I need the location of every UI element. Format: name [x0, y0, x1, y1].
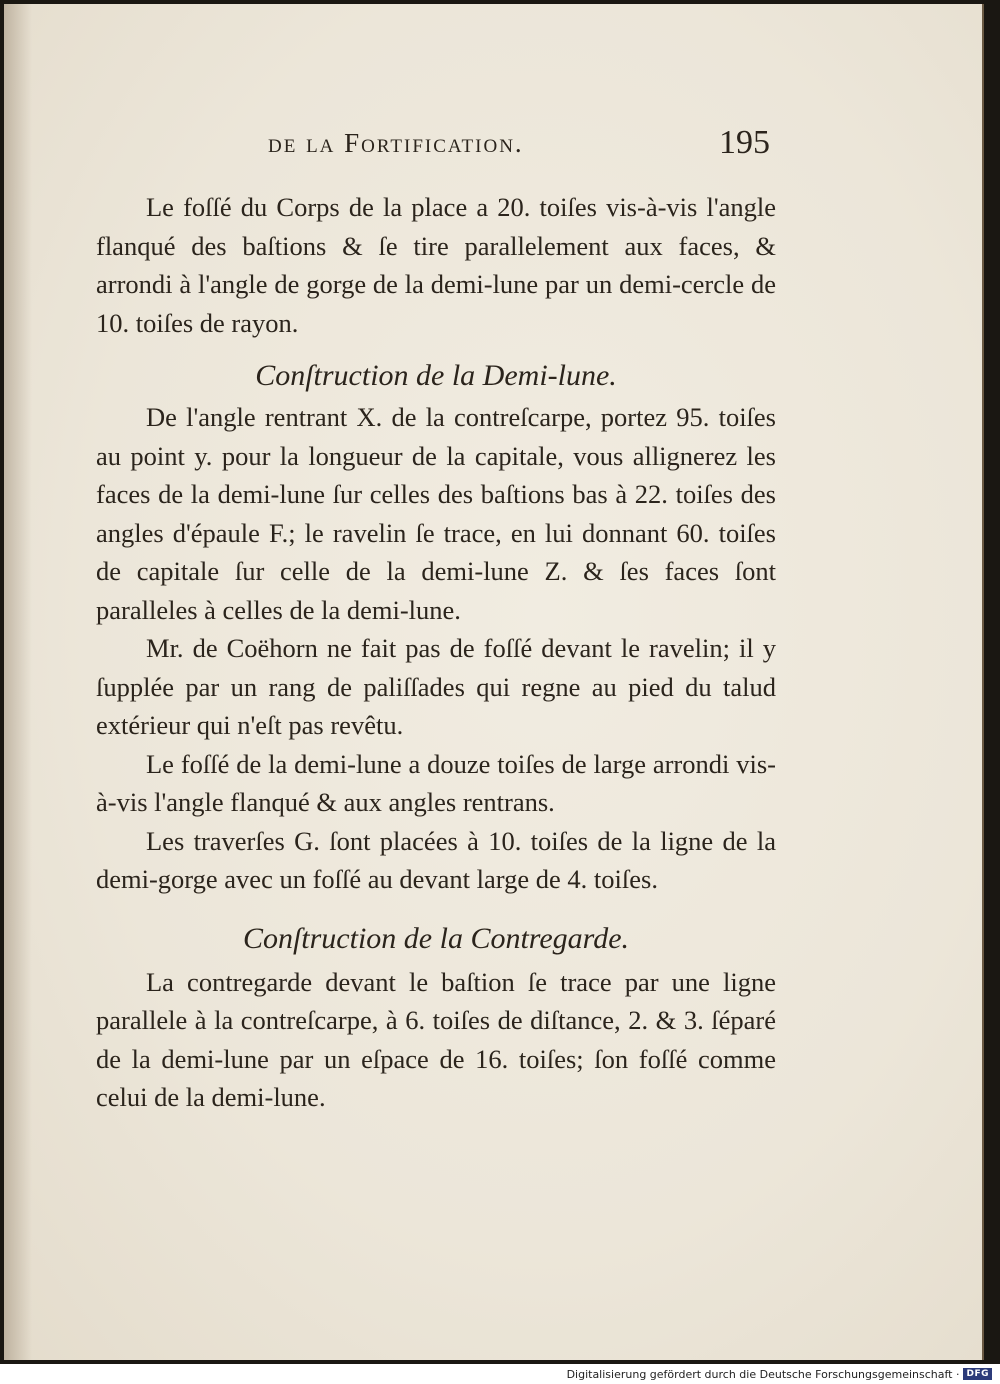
- paragraph-5: Les traverſes G. ſont placées à 10. toiſes de la ligne de la demi-gorge avec un foſſé au devant large de 4. toiſes.: [96, 825, 776, 894]
- section-heading-contregarde: Conſtruction de la Contregarde.: [242, 921, 630, 955]
- paragraph-1: Le foſſé du Corps de la place a 20. toiſes vis-à-vis l'angle flanqué des baſtions & ſe tire parallelement aux faces, & arrondi à l'angle de gorge de la demi-lune par un demi-cercle de 10. toiſes de rayon.: [96, 192, 776, 338]
- running-head: [96, 124, 776, 168]
- section-heading-demi-lune: Conſtruction de la Demi-lune.: [255, 359, 617, 392]
- paragraph-6: La contregarde devant le baſtion ſe trace par une ligne parallele à la contreſcarpe, à 6. toiſes de diſtance, 2. & 3. ſéparé de la demi-lune par un eſpace de 16. toiſes; ſon foſſé comme celui de la demi-lune.: [96, 966, 776, 1112]
- dfg-logo-icon: DFG: [963, 1368, 992, 1380]
- paragraph-2: De l'angle rentrant X. de la contreſcarpe, portez 95. toiſes au point y. pour la longueur de la capitale, vous allignerez les faces de la demi-lune ſur celles des baſtions bas à 22. toiſes des angles d'épaule F.; le ravelin ſe trace, en lui donnant 60. toiſes de capitale ſur celle de la demi-lune Z. & ſes faces ſont paralleles à celles de la demi-lune.: [96, 402, 776, 625]
- footer-credit: Digitalisierung gefördert durch die Deutsche Forschungsgemeinschaft ·: [566, 1367, 960, 1381]
- page-number: 195: [719, 124, 770, 161]
- page-gutter-shadow: [4, 4, 32, 1360]
- paragraph-4: Le foſſé de la demi-lune a douze toiſes de large arrondi vis-à-vis l'angle flanqué & aux angles rentrans.: [96, 748, 776, 817]
- running-title: de la Fortification.: [268, 128, 524, 158]
- paragraph-3: Mr. de Coëhorn ne fait pas de foſſé devant le ravelin; il y ſupplée par un rang de paliſſades qui regne au pied du talud extérieur qui n'eſt pas revêtu.: [96, 633, 776, 740]
- digitization-footer: [567, 1366, 992, 1382]
- body-text: [96, 188, 776, 1117]
